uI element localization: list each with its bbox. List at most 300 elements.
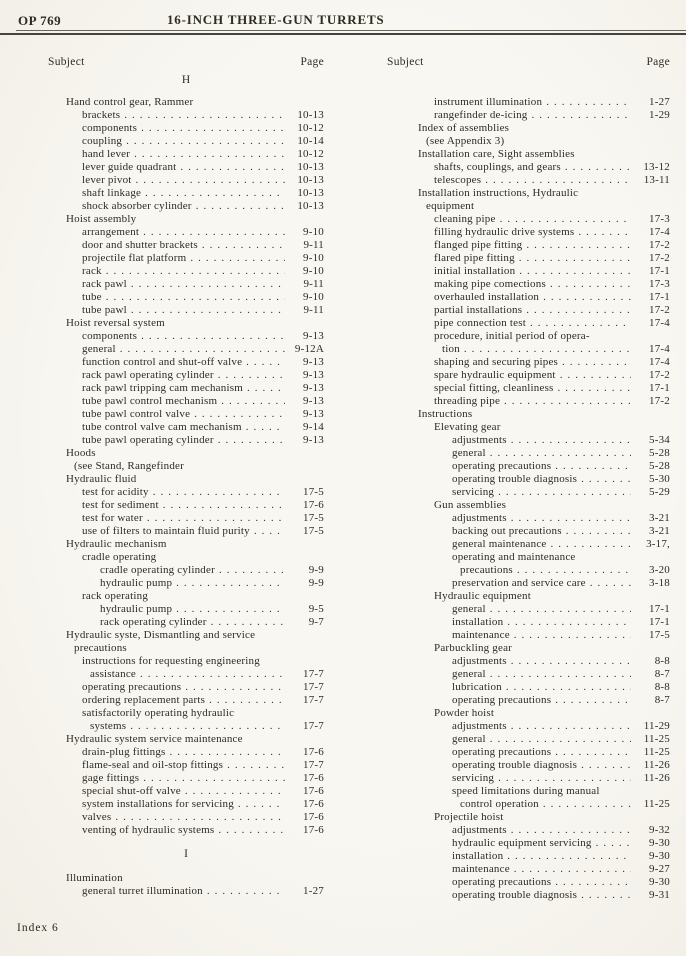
leader-dots: [221, 395, 285, 408]
entry-label: general: [452, 447, 486, 459]
index-entry: [418, 564, 670, 577]
entry-page: 17-6: [303, 798, 324, 810]
entry-label: Hand control gear, Rammer: [66, 96, 194, 108]
leader-dots: [506, 681, 631, 694]
entry-label: filling hydraulic drive systems: [434, 226, 575, 238]
entry-label: general: [82, 343, 116, 355]
leader-dots: [504, 395, 631, 408]
entry-label: operating precautions: [452, 746, 552, 758]
index-entry: [66, 655, 324, 668]
entry-page: 17-7: [303, 759, 324, 771]
entry-page: 9-30: [649, 837, 670, 849]
index-entry: [66, 525, 324, 538]
entry-label: Hydraulic syste, Dismantling and service: [66, 629, 256, 641]
index-entry: [66, 872, 324, 885]
index-entry: [418, 772, 670, 785]
index-entry: [418, 421, 670, 434]
leader-dots: [190, 252, 285, 265]
index-entry: [66, 733, 324, 746]
entry-page: 9-10: [303, 226, 324, 238]
entry-label: Powder hoist: [434, 707, 495, 719]
index-entry: [66, 252, 324, 265]
index-entry: [418, 863, 670, 876]
leader-dots: [517, 564, 631, 577]
entry-label: operating trouble diagnosis: [452, 473, 578, 485]
entry-page: 10-12: [297, 122, 324, 134]
leader-dots: [130, 720, 285, 733]
index-entry: [418, 707, 670, 720]
entry-label: maintenance: [452, 629, 510, 641]
entry-page: 17-5: [303, 512, 324, 524]
entry-label: hand lever: [82, 148, 131, 160]
index-entry: [66, 629, 324, 642]
leader-dots: [202, 239, 285, 252]
index-entry: [66, 668, 324, 681]
entry-page: 17-6: [303, 746, 324, 758]
entry-label: making pipe comections: [434, 278, 546, 290]
entry-label: Parbuckling gear: [434, 642, 513, 654]
entry-page: 17-6: [303, 499, 324, 511]
entry-page: 17-3: [649, 213, 670, 225]
index-entry: [66, 473, 324, 486]
index-entry: [66, 408, 324, 421]
entry-page: 10-13: [297, 200, 324, 212]
entry-page: 9-13: [303, 369, 324, 381]
leader-dots: [153, 486, 285, 499]
leader-dots: [555, 694, 631, 707]
entry-label: instrument illumination: [434, 96, 543, 108]
leader-dots: [526, 304, 631, 317]
leader-dots: [498, 772, 631, 785]
index-entry: [66, 824, 324, 837]
entry-page: 17-5: [649, 629, 670, 641]
entry-page: 9-10: [303, 265, 324, 277]
index-entry: [66, 213, 324, 226]
index-entry: [418, 538, 670, 551]
entry-label: Installation instructions, Hydraulic: [418, 187, 579, 199]
entry-page: 9-5: [308, 603, 324, 615]
leader-dots: [196, 200, 285, 213]
entry-label: hydraulic pump: [100, 603, 173, 615]
entry-label: partial installations: [434, 304, 523, 316]
entry-label: flanged pipe fitting: [434, 239, 523, 251]
right-column-header: [387, 56, 670, 70]
entry-page: 9-12A: [294, 343, 324, 355]
leader-dots: [578, 226, 631, 239]
entry-label: adjustments: [452, 434, 507, 446]
leader-dots: [526, 239, 631, 252]
entry-page: 9-13: [303, 382, 324, 394]
page-label: Page: [646, 56, 670, 68]
leader-dots: [581, 889, 631, 902]
entry-page: 1-29: [649, 109, 670, 121]
index-entry: [66, 226, 324, 239]
index-entry: [418, 395, 670, 408]
leader-dots: [185, 785, 285, 798]
leader-dots: [143, 772, 285, 785]
entry-label: Hoods: [66, 447, 96, 459]
entry-label: lever guide quadrant: [82, 161, 177, 173]
entry-label: test for water: [82, 512, 143, 524]
index-entry: [66, 265, 324, 278]
entry-label: control operation: [460, 798, 539, 810]
entry-label: shock absorber cylinder: [82, 200, 192, 212]
leader-dots: [555, 876, 631, 889]
index-entry: [418, 148, 670, 161]
index-entry: [418, 486, 670, 499]
section-letter: H: [181, 74, 191, 86]
leader-dots: [180, 161, 285, 174]
leader-dots: [490, 603, 631, 616]
entry-page: 13-12: [643, 161, 670, 173]
index-entry: [418, 694, 670, 707]
leader-dots: [490, 447, 631, 460]
entry-label: flared pipe fitting: [434, 252, 515, 264]
entry-label: projectile flat platform: [82, 252, 187, 264]
entry-page: 10-12: [297, 148, 324, 160]
entry-page: 17-6: [303, 811, 324, 823]
leader-dots: [246, 356, 285, 369]
entry-label: Index of assemblies: [418, 122, 510, 134]
leader-dots: [511, 720, 631, 733]
index-entry: [66, 694, 324, 707]
entry-page: 17-2: [649, 395, 670, 407]
entry-page: 11-26: [643, 772, 670, 784]
index-entry: [66, 330, 324, 343]
leader-dots: [560, 369, 631, 382]
entry-page: 17-7: [303, 720, 324, 732]
leader-dots: [500, 213, 631, 226]
index-entry: [418, 759, 670, 772]
leader-dots: [141, 330, 285, 343]
leader-dots: [131, 304, 285, 317]
page-label: Page: [300, 56, 324, 68]
entry-label: tube pawl control mechanism: [82, 395, 218, 407]
leader-dots: [238, 798, 285, 811]
leader-dots: [120, 343, 285, 356]
index-entry: [418, 512, 670, 525]
index-entry: [418, 525, 670, 538]
leader-dots: [209, 694, 285, 707]
index-entry: [66, 590, 324, 603]
leader-dots: [106, 291, 285, 304]
entry-label: Instructions: [418, 408, 473, 420]
index-entry: [418, 174, 670, 187]
index-entry: [418, 889, 670, 902]
entry-label: rack pawl operating cylinder: [82, 369, 214, 381]
entry-label: adjustments: [452, 655, 507, 667]
entry-label: telescopes: [434, 174, 482, 186]
leader-dots: [531, 109, 631, 122]
entry-page: 17-5: [303, 486, 324, 498]
index-entry: [418, 278, 670, 291]
entry-page: 17-3: [649, 278, 670, 290]
entry-label: operating precautions: [452, 460, 552, 472]
index-entry: [66, 616, 324, 629]
entry-label: lubrication: [452, 681, 502, 693]
index-entry: [66, 447, 324, 460]
leader-dots: [555, 460, 631, 473]
entry-page: 9-13: [303, 330, 324, 342]
leader-dots: [124, 109, 285, 122]
entry-label: equipment: [426, 200, 475, 212]
entry-label: instructions for requesting engineering: [82, 655, 260, 667]
index-entry: [66, 382, 324, 395]
index-entry: [66, 369, 324, 382]
entry-page: 9-13: [303, 408, 324, 420]
entry-label: drain-plug fittings: [82, 746, 166, 758]
entry-page: 9-14: [303, 421, 324, 433]
index-entry: [418, 473, 670, 486]
entry-label: precautions: [74, 642, 127, 654]
leader-dots: [134, 148, 285, 161]
entry-label: spare hydraulic equipment: [434, 369, 556, 381]
entry-page: 17-2: [649, 252, 670, 264]
entry-page: 17-2: [649, 239, 670, 251]
index-entry: [418, 551, 670, 564]
entry-page: 17-1: [649, 291, 670, 303]
leader-dots: [514, 629, 631, 642]
index-entry: [66, 577, 324, 590]
index-entry: [418, 850, 670, 863]
left-entries: [48, 74, 324, 898]
leader-dots: [207, 885, 285, 898]
entry-label: operating precautions: [452, 694, 552, 706]
leader-dots: [219, 564, 285, 577]
entry-label: operating and maintenance: [452, 551, 576, 563]
entry-label: valves: [82, 811, 112, 823]
index-entry: [418, 122, 670, 135]
entry-label: procedure, initial period of opera-: [434, 330, 590, 342]
index-entry: [418, 603, 670, 616]
leader-dots: [530, 317, 631, 330]
entry-label: special fitting, cleanliness: [434, 382, 554, 394]
entry-label: Elevating gear: [434, 421, 501, 433]
entry-label: tube pawl: [82, 304, 127, 316]
entry-page: 3-21: [649, 525, 670, 537]
index-entry: [418, 629, 670, 642]
entry-label: flame-seal and oil-stop fittings: [82, 759, 224, 771]
index-entry: [66, 811, 324, 824]
entry-page: 1-27: [303, 885, 324, 897]
entry-label: satisfactorily operating hydraulic: [82, 707, 235, 719]
leader-dots: [543, 291, 631, 304]
entry-label: tube pawl operating cylinder: [82, 434, 214, 446]
leader-dots: [147, 512, 285, 525]
entry-label: general turret illumination: [82, 885, 203, 897]
leader-dots: [246, 421, 285, 434]
entry-page: 11-25: [643, 746, 670, 758]
entry-label: (see Stand, Rangefinder: [74, 460, 184, 472]
index-entry: [418, 876, 670, 889]
entry-label: rack operating cylinder: [100, 616, 207, 628]
leader-dots: [163, 499, 285, 512]
leader-dots: [581, 473, 631, 486]
index-entry: [418, 343, 670, 356]
entry-page: 9-13: [303, 434, 324, 446]
index-entry: [66, 239, 324, 252]
index-entry: [66, 96, 324, 109]
entry-label: servicing: [452, 486, 495, 498]
entry-label: venting of hydraulic systems: [82, 824, 215, 836]
index-entry: [418, 356, 670, 369]
entry-label: Hydraulic system service maintenance: [66, 733, 243, 745]
leader-dots: [254, 525, 285, 538]
leader-dots: [550, 278, 631, 291]
entry-page: 17-7: [303, 694, 324, 706]
index-entry: [66, 395, 324, 408]
entry-page: 17-1: [649, 265, 670, 277]
entry-page: 9-13: [303, 395, 324, 407]
entry-label: components: [82, 330, 138, 342]
leader-dots: [511, 824, 631, 837]
entry-page: 17-7: [303, 668, 324, 680]
index-entry: [418, 161, 670, 174]
leader-dots: [218, 369, 285, 382]
index-entry: [66, 161, 324, 174]
header-rule-thin: [16, 30, 686, 31]
entry-label: brackets: [82, 109, 121, 121]
leader-dots: [511, 434, 631, 447]
index-entry: [66, 885, 324, 898]
leader-dots: [170, 746, 285, 759]
index-entry: [418, 382, 670, 395]
entry-page: 9-11: [303, 239, 324, 251]
entry-label: function control and shut-off valve: [82, 356, 243, 368]
op-number: OP 769: [18, 13, 62, 28]
entry-label: Projectile hoist: [434, 811, 504, 823]
entry-label: special shut-off valve: [82, 785, 181, 797]
leader-dots: [511, 655, 631, 668]
entry-page: 5-34: [649, 434, 670, 446]
leader-dots: [490, 668, 631, 681]
entry-label: tube pawl control valve: [82, 408, 191, 420]
index-entry: [66, 304, 324, 317]
index-entry: [66, 707, 324, 720]
entry-page: 9-9: [308, 577, 324, 589]
index-entry: [418, 330, 670, 343]
entry-label: adjustments: [452, 824, 507, 836]
section-letter: I: [184, 848, 188, 860]
entry-page: 17-5: [303, 525, 324, 537]
entry-label: shaping and securing pipes: [434, 356, 559, 368]
entry-page: 17-6: [303, 824, 324, 836]
entry-label: door and shutter brackets: [82, 239, 198, 251]
leader-dots: [558, 382, 631, 395]
entry-label: overhauled installation: [434, 291, 540, 303]
entry-label: operating precautions: [452, 876, 552, 888]
index-entry: [66, 187, 324, 200]
entry-label: Gun assemblies: [434, 499, 507, 511]
entry-page: 3-17,: [646, 538, 670, 550]
footer-page-label: Index 6: [17, 922, 59, 934]
entry-page: 8-7: [654, 694, 670, 706]
entry-page: 17-1: [649, 382, 670, 394]
leader-dots: [490, 733, 631, 746]
index-entry: [66, 356, 324, 369]
index-entry: [418, 226, 670, 239]
index-entry: [418, 785, 670, 798]
left-column: [48, 56, 324, 898]
index-entry: [66, 200, 324, 213]
index-entry: [66, 499, 324, 512]
entry-label: rack operating: [82, 590, 149, 602]
index-entry: [418, 252, 670, 265]
entry-label: Installation care, Sight assemblies: [418, 148, 575, 160]
entry-page: 9-32: [649, 824, 670, 836]
index-entry: [66, 460, 324, 473]
entry-page: 11-25: [643, 798, 670, 810]
leader-dots: [126, 135, 285, 148]
leader-dots: [176, 603, 285, 616]
entry-page: 17-1: [649, 603, 670, 615]
index-entry: [66, 122, 324, 135]
entry-page: 17-2: [649, 304, 670, 316]
entry-page: 9-10: [303, 291, 324, 303]
entry-page: 10-13: [297, 174, 324, 186]
leader-dots: [590, 577, 631, 590]
leader-dots: [507, 616, 631, 629]
index-entry: [66, 434, 324, 447]
index-entry: [418, 369, 670, 382]
leader-dots: [211, 616, 285, 629]
entry-page: 13-11: [643, 174, 670, 186]
index-entry: [418, 733, 670, 746]
index-entry: [66, 109, 324, 122]
leader-dots: [543, 798, 631, 811]
index-entry: [66, 278, 324, 291]
entry-page: 5-30: [649, 473, 670, 485]
entry-label: threading pipe: [434, 395, 501, 407]
index-entry: [66, 642, 324, 655]
entry-page: 5-29: [649, 486, 670, 498]
entry-page: 17-6: [303, 772, 324, 784]
entry-page: 9-30: [649, 850, 670, 862]
leader-dots: [551, 538, 632, 551]
subject-label: Subject: [387, 56, 424, 68]
entry-page: 10-13: [297, 187, 324, 199]
entry-label: Hydraulic fluid: [66, 473, 137, 485]
right-column: [387, 56, 670, 902]
index-entry: [418, 499, 670, 512]
entry-label: backing out precautions: [452, 525, 562, 537]
entry-label: rack pawl: [82, 278, 127, 290]
index-entry: [66, 421, 324, 434]
right-entries: [387, 96, 670, 902]
leader-dots: [511, 512, 631, 525]
entry-label: hydraulic equipment servicing: [452, 837, 592, 849]
entry-label: shafts, couplings, and gears: [434, 161, 561, 173]
entry-label: operating trouble diagnosis: [452, 759, 578, 771]
entry-label: use of filters to maintain fluid purity: [82, 525, 250, 537]
entry-label: arrangement: [82, 226, 140, 238]
entry-label: operating precautions: [82, 681, 182, 693]
entry-page: 17-6: [303, 785, 324, 797]
leader-dots: [176, 577, 285, 590]
index-entry: [66, 772, 324, 785]
index-entry: [418, 577, 670, 590]
entry-label: adjustments: [452, 512, 507, 524]
index-entry: [418, 668, 670, 681]
index-entry: [418, 447, 670, 460]
entry-label: general: [452, 603, 486, 615]
entry-label: Hydraulic equipment: [434, 590, 531, 602]
index-entry: [66, 551, 324, 564]
entry-label: maintenance: [452, 863, 510, 875]
leader-dots: [141, 122, 285, 135]
entry-label: hydraulic pump: [100, 577, 173, 589]
entry-label: speed limitations during manual: [452, 785, 600, 797]
